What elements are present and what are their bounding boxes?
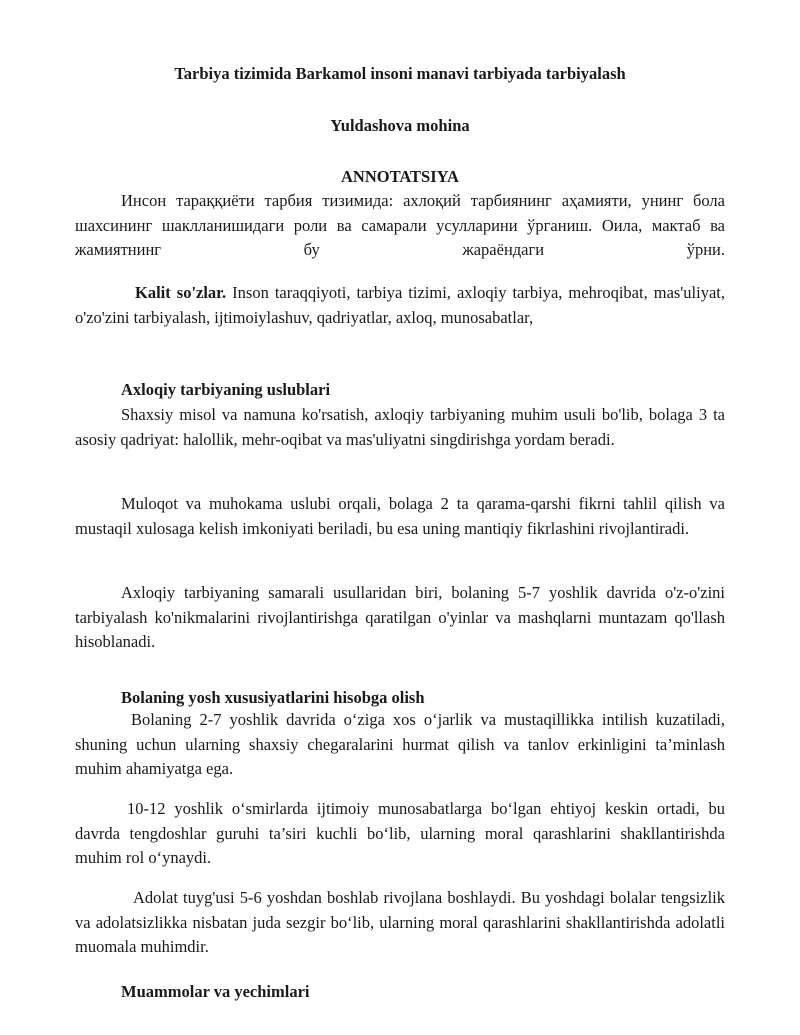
- methods-paragraph-2: Muloqot va muhokama uslubi orqali, bolaga 2 ta qarama-qarshi fikrni tahlil qilish va mustaqil xulosaga kelish imkoniyati beriladi, bu esa uning mantiqiy fikrlashini rivojlantiradi.: [75, 494, 725, 538]
- keywords-text: Inson taraqqiyoti, tarbiya tizimi, axloqiy tarbiya, mehroqibat, mas'uliyat, o'zo'zini tarbiyalash, ijtimoiylashuv, qadriyatlar, axloq, munosabatlar,: [75, 283, 725, 327]
- annotation-heading: ANNOTATSIYA: [341, 167, 459, 186]
- section-heading-methods: Axloqiy tarbiyaning uslublari: [121, 380, 331, 399]
- age-paragraph-1: Bolaning 2-7 yoshlik davrida o‘ziga xos o‘jarlik va mustaqillikka intilish kuzatiladi, shuning uchun ularning shaxsiy chegaralarini hurmat qilish va tanlov erkinligini ta’minlash muhim ahamiyatga ega.: [75, 710, 725, 778]
- methods-paragraph-1: Shaxsiy misol va namuna ko'rsatish, axloqiy tarbiyaning muhim usuli bo'lib, bolaga 3 ta asosiy qadriyat: halollik, mehr-oqibat va mas'uliyatni singdirishga yordam beradi.: [75, 405, 725, 449]
- annotation-text: Инсон тараққиёти тарбия тизимида: ахлоқий тарбиянинг аҳамияти, унинг бола шахсининг шаклланишидаги роли ва самарали усулларини ўрганиш. Оила, мактаб ва жамиятнинг бу жараёндаги ўрни.: [75, 191, 725, 259]
- document-title: Tarbiya tizimida Barkamol insoni manavi tarbiyada tarbiyalash: [174, 64, 626, 83]
- keywords-label: Kalit so'zlar.: [135, 283, 227, 302]
- section-heading-problems: Muammolar va yechimlari: [121, 982, 310, 1001]
- author-name: Yuldashova mohina: [330, 116, 470, 135]
- annotation-paragraph: [75, 189, 725, 263]
- age-paragraph-3: Adolat tuyg'usi 5-6 yoshdan boshlab rivojlana boshlaydi. Bu yoshdagi bolalar tengsizlik va adolatsizlikka nisbatan juda sezgir bo‘lib, ularning moral qarashlarini shakllantirishda adolatli muomala muhimdir.: [75, 888, 725, 956]
- age-paragraph-2: 10-12 yoshlik o‘smirlarda ijtimoiy munosabatlarga bo‘lgan ehtiyoj keskin ortadi, bu davrda tengdoshlar guruhi ta’siri kuchli bo‘lib, ularning moral qarashlarini shakllantirishda muhim rol o‘ynaydi.: [75, 799, 725, 867]
- keywords-paragraph: [75, 281, 725, 330]
- methods-paragraph-3: Axloqiy tarbiyaning samarali usullaridan biri, bolaning 5-7 yoshlik davrida o'z-o'zini tarbiyalash ko'nikmalarini rivojlantirishga qaratilgan o'yinlar va mashqlarni muntazam qo'llash hisoblanadi.: [75, 583, 725, 651]
- section-heading-age: Bolaning yosh xususiyatlarini hisobga olish: [121, 688, 425, 707]
